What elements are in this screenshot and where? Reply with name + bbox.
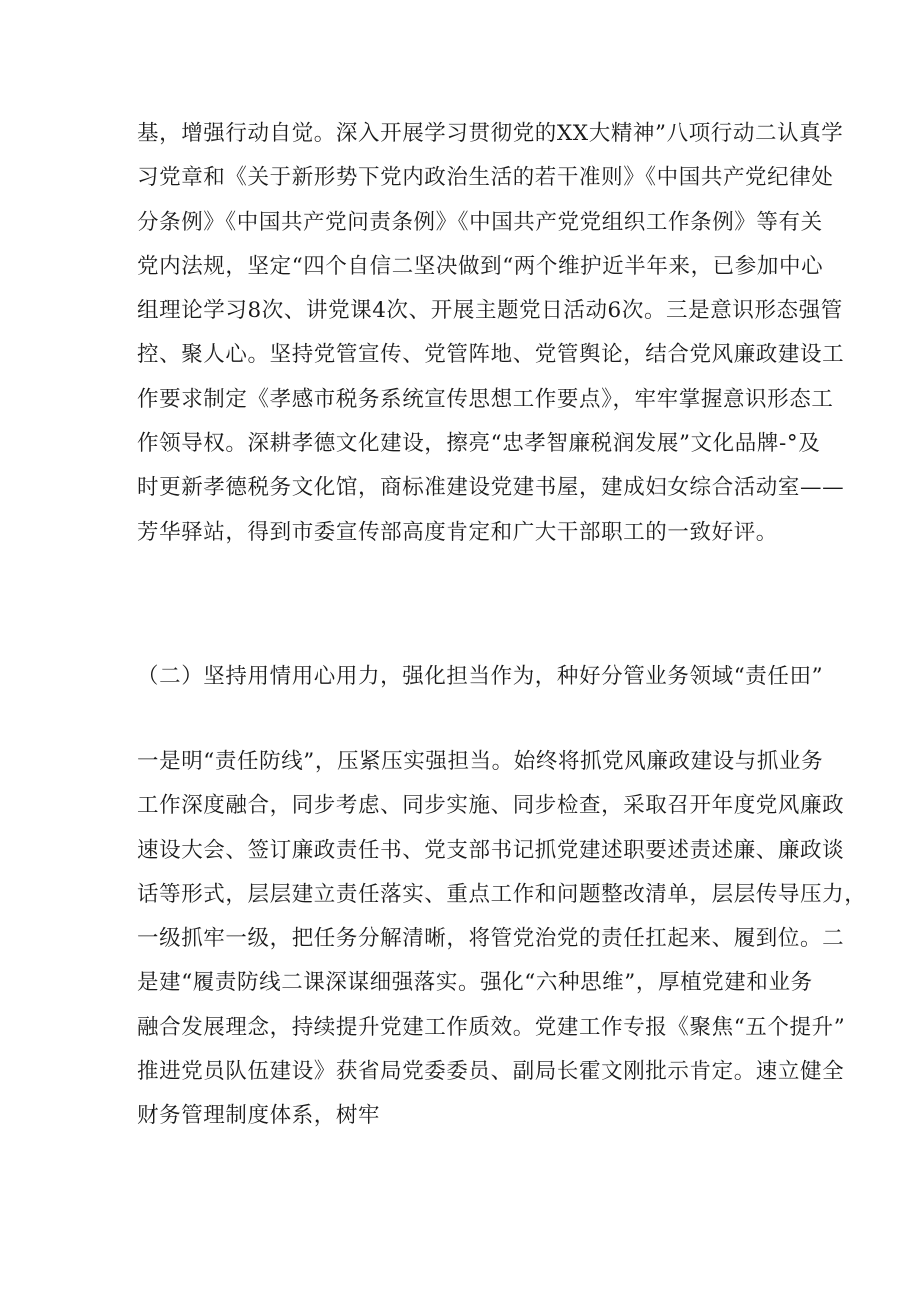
text-line: 融合发展理念，持续提升党建工作质效。党建工作专报《聚焦“五个提升” [137, 1014, 846, 1040]
body-paragraph-1 [137, 112, 845, 555]
text-line: 推进党员队伍建设》获省局党委委员、副局长霍文刚批示肯定。速立健全 [137, 1059, 845, 1085]
text-line: 财务管理制度体系，树牢 [137, 1103, 381, 1129]
text-line: 一是明“责任防线”，压紧压实强担当。始终将抓党风廉政建设与抓业务 [137, 749, 824, 774]
text-line: 作领导权。深耕孝德文化建设，擦亮“忠孝智廉税润发展”文化品牌-°及 [137, 431, 821, 457]
text-line: 作要求制定《孝感市税务系统宣传思想工作要点》，牢牢掌握意识形态工 [137, 386, 834, 412]
body-paragraph-2 [137, 740, 867, 1139]
text-line: 党内法规，坚定“四个自信二坚决做到“两个维护近半年来，已参加中心 [137, 253, 824, 279]
text-line: 速设大会、签订廉政责任书、党支部书记抓党建述职要述责述廉、廉政谈 [137, 837, 845, 863]
text-line: 时更新孝德税务文化馆，商标准建设党建书屋，建成妇女综合活动室—— [137, 475, 845, 501]
text-line: 是建“履责防线二课深谋细强落实。强化“六种思维”，厚植党建和业务 [137, 970, 813, 996]
text-line: 控、聚人心。坚持党管宣传、党管阵地、党管舆论，结合党风廉政建设工 [137, 342, 845, 368]
section-heading-text: （二）坚持用情用心用力，强化担当作为，种好分管业务领域“责任田” [137, 664, 824, 689]
text-line: 分条例》《中国共产党问责条例》《中国共产党党组织工作条例》等有关 [137, 209, 823, 235]
text-line: 芳华驿站，得到市委宣传部高度肯定和广大干部职工的一致好评。 [137, 519, 778, 545]
text-line: 基，增强行动自觉。深入开展学习贯彻党的XX大精神”八项行动二认真学 [137, 121, 844, 146]
text-line: 工作深度融合，同步考虑、同步实施、同步检查，采取召开年度党风廉政 [137, 793, 845, 819]
text-line: 组理论学习8次、讲党课4次、开展主题党日活动6次。三是意识形态强管 [137, 298, 843, 324]
text-line: 一级抓牢一级，把任务分解清晰，将管党治党的责任扛起来、履到位。二 [137, 926, 845, 952]
section-heading [137, 655, 824, 699]
text-line: 话等形式，层层建立责任落实、重点工作和问题整改清单，层层传导压力， [137, 881, 867, 907]
text-line: 习党章和《关于新形势下党内政治生活的若干准则》《中国共产党纪律处 [137, 165, 834, 191]
